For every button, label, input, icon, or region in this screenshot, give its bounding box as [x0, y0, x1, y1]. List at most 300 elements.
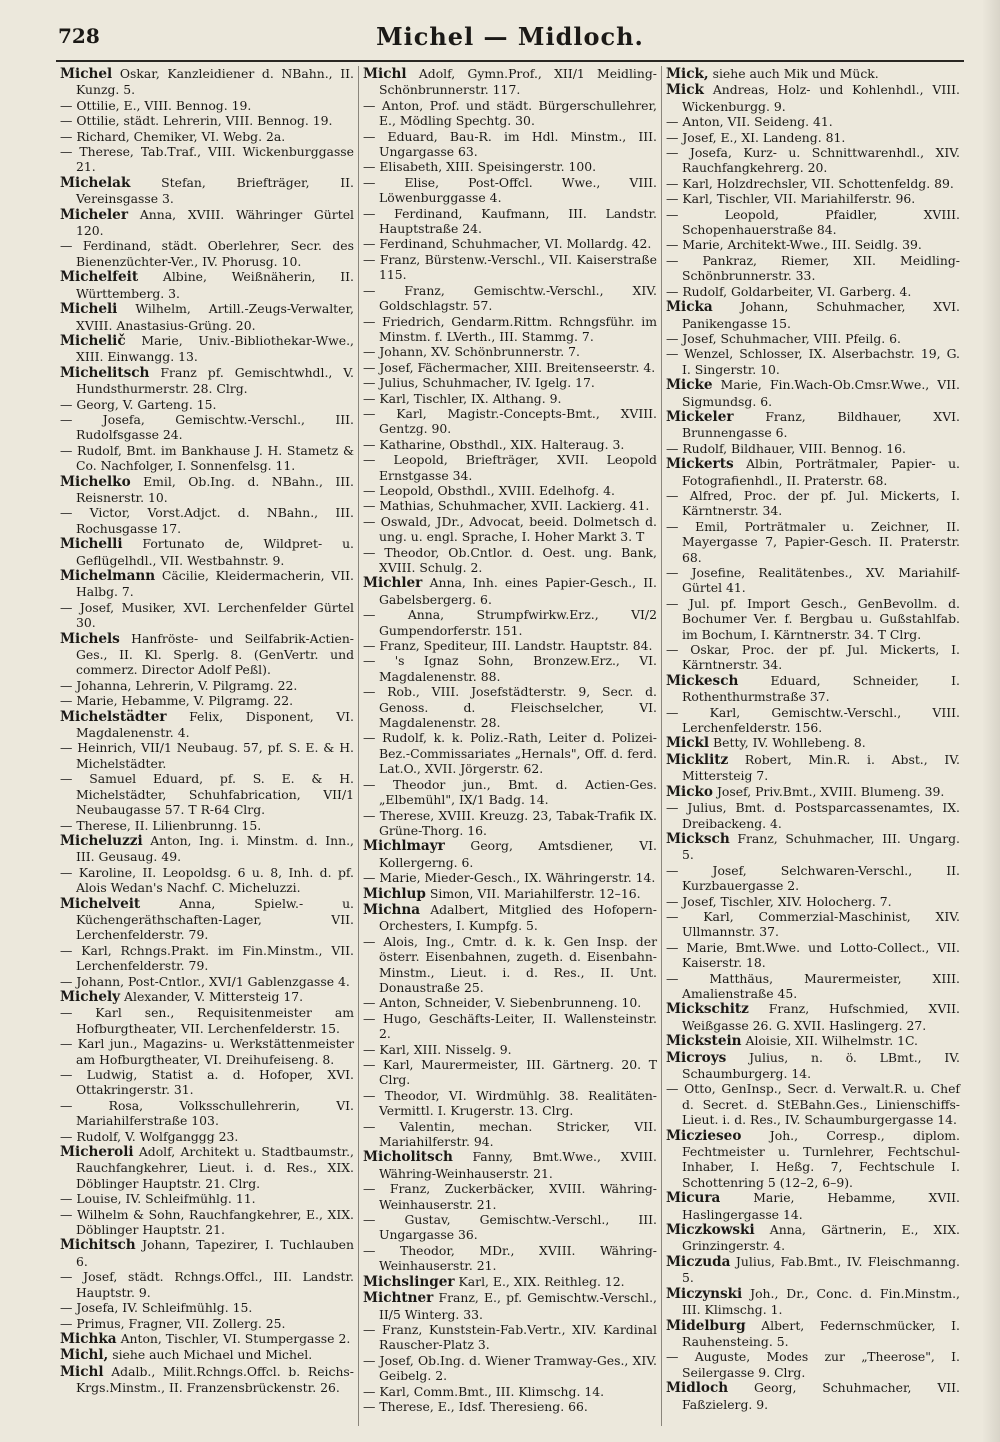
entry-surname: Michitsch: [60, 1237, 136, 1254]
entry-text: — Theodor jun., Bmt. d. Actien-Ges. „Elbemühl", IX/1 Badg. 14.: [363, 776, 657, 808]
directory-entry: [60, 1098, 354, 1129]
entry-text: — Leopold, Pfaidler, XVIII. Schopenhauerstraße 84.: [666, 206, 960, 238]
directory-entry: [666, 1001, 960, 1033]
entry-surname: Michka: [60, 1330, 117, 1347]
entry-text: Joh., Dr., Conc. d. Fin.Minstm., III. Klimschg. 1.: [682, 1285, 960, 1318]
entry-surname: Micheluzzi: [60, 832, 143, 849]
entry-text: — Ottilie, E., VIII. Bennog. 19.: [60, 97, 252, 113]
directory-entry: [363, 483, 657, 498]
directory-entry: [363, 777, 657, 808]
entry-text: Cäcilie, Kleidermacherin, VII. Halbg. 7.: [76, 568, 354, 600]
directory-entry: [60, 144, 354, 175]
entry-surname: Michl: [60, 1363, 104, 1380]
directory-entry: [363, 98, 657, 129]
entry-text: — Gustav, Gemischtw.-Verschl., III. Ungargasse 36.: [363, 1212, 657, 1243]
directory-entry: [363, 1011, 657, 1042]
directory-entry: [60, 1364, 354, 1396]
directory-entry: [363, 838, 657, 870]
directory-entry: [363, 730, 657, 776]
directory-entry: [666, 1380, 960, 1412]
directory-entry: [666, 1128, 960, 1191]
entry-text: — Hugo, Geschäfts-Leiter, II. Wallensteinstr. 2.: [363, 1010, 657, 1042]
entry-text: Georg, Amtsdiener, VI. Kollergerng. 6.: [379, 838, 657, 870]
entry-text: — Franz, Spediteur, III. Landstr. Hauptstr. 84.: [363, 638, 653, 654]
entry-text: Marie, Hebamme, XVII. Haslingergasse 14.: [682, 1190, 960, 1222]
entry-text: Julius, Fab.Bmt., IV. Fleischmanng. 5.: [682, 1253, 960, 1286]
directory-entry: [363, 1212, 657, 1243]
directory-entry: [666, 176, 960, 191]
directory-entry: [60, 818, 354, 833]
entry-text: — Heinrich, VII/1 Neubaug. 57, pf. S. E. & H. Michelstädter.: [60, 740, 354, 771]
directory-entry: [666, 784, 960, 800]
directory-entry: [60, 896, 354, 943]
entry-text: Aloisie, XII. Wilhelmstr. 1C.: [745, 1033, 918, 1049]
entry-surname: Michelveit: [60, 895, 141, 912]
entry-text: Anton, Ing. i. Minstm. d. Inn., III. Geusaug. 49.: [76, 832, 354, 865]
entry-text: — Josef, Tischler, XIV. Holocherg. 7.: [666, 893, 892, 909]
entry-text: — Johann, Post-Cntlor., XVI/1 Gablenzgasse 4.: [60, 973, 350, 989]
entry-surname: Michelstädter: [60, 708, 167, 725]
entry-surname: Michler: [363, 575, 423, 592]
directory-entry: [666, 284, 960, 299]
directory-entry: [666, 66, 960, 82]
entry-surname: Midelburg: [666, 1317, 746, 1334]
entry-text: — Ottilie, städt. Lehrerin, VIII. Bennog. 19.: [60, 113, 333, 129]
entry-text: Alexander, V. Mittersteig 17.: [124, 988, 304, 1004]
entry-text: Albine, Weißnäherin, II. Württemberg. 3.: [76, 269, 354, 301]
directory-entry: [666, 909, 960, 940]
entry-text: — Therese, E., Idsf. Theresieng. 66.: [363, 1398, 588, 1414]
entry-text: — Karl, Holzdrechsler, VII. Schottenfeldg. 89.: [666, 175, 954, 191]
directory-entry: [60, 631, 354, 678]
directory-entry: [666, 1222, 960, 1254]
directory-entry: [363, 1057, 657, 1088]
entry-text: — Julius, Schuhmacher, IV. Igelg. 17.: [363, 375, 595, 391]
entry-surname: Mickl: [666, 735, 710, 752]
entry-text: Adolf, Gymn.Prof., XII/1 Meidling-Schönbrunnerstr. 117.: [379, 66, 657, 98]
directory-entry: [60, 301, 354, 333]
entry-surname: Mick,: [666, 66, 709, 82]
directory-entry: [60, 269, 354, 301]
entry-text: — Ludwig, Statist a. d. Hofoper, XVI. Ottakringerstr. 31.: [60, 1067, 354, 1098]
entry-surname: Mick: [666, 82, 704, 99]
entry-text: — Elise, Post-Offcl. Wwe., VIII. Löwenburggasse 4.: [363, 174, 657, 206]
entry-text: — Leopold, Briefträger, XVII. Leopold Ernstgasse 34.: [363, 452, 657, 483]
entry-text: Adalbert, Mitglied des Hofopern-Orchesters, I. Kumpfg. 5.: [379, 901, 657, 934]
directory-entry: [60, 974, 354, 989]
entry-text: Anton, Tischler, VI. Stumpergasse 2.: [120, 1330, 351, 1346]
entry-text: — Alois, Ing., Cmtr. d. k. k. Gen Insp. der österr. Eisenbahnen, zugeth. d. Eisenbahn-Minstm., Lieut. i. d. Res., II. Unt. Donaustraße 25.: [363, 933, 657, 995]
entry-text: — Josef, städt. Rchngs.Offcl., III. Landstr. Hauptstr. 9.: [60, 1269, 354, 1300]
directory-entry: [60, 600, 354, 631]
entry-text: — Josef, Fächermacher, XIII. Breitenseerstr. 4.: [363, 359, 656, 375]
directory-entry: [60, 365, 354, 397]
directory-entry: [363, 1322, 657, 1353]
entry-surname: Michel: [60, 66, 113, 82]
entry-text: Karl, E., XIX. Reithleg. 12.: [458, 1273, 625, 1289]
entry-text: — Anna, Strumpfwirkw.Erz., VI/2 Gumpendorferstr. 151.: [363, 607, 657, 638]
entry-text: — Karl, Tischler, IX. Althang. 9.: [363, 390, 562, 406]
entry-text: — Josefa, Gemischtw.-Verschl., III. Rudolfsgasse 24.: [60, 411, 354, 443]
entry-text: Felix, Disponent, VI. Magdalenenstr. 4.: [76, 708, 354, 741]
directory-entry: [363, 252, 657, 283]
entry-text: — Josefa, Kurz- u. Schnittwarenhdl., XIV. Rauchfangkehrerg. 20.: [666, 145, 960, 176]
entry-text: Franz pf. Gemischtwhdl., V. Hundsthurmerstr. 28. Clrg.: [76, 364, 354, 397]
directory-entry: [60, 1207, 354, 1238]
directory-entry: [666, 752, 960, 784]
directory-entry: [666, 1286, 960, 1318]
directory-entry: [363, 575, 657, 607]
directory-entry: [666, 940, 960, 971]
entry-text: — Matthäus, Maurermeister, XIII. Amalienstraße 45.: [666, 970, 960, 1001]
entry-text: — Johann, XV. Schönbrunnerstr. 7.: [363, 344, 580, 360]
directory-entry: [363, 870, 657, 885]
entry-text: — Josef, Ob.Ing. d. Wiener Tramway-Ges., XIV. Geibelg. 2.: [363, 1352, 657, 1384]
entry-text: — Wilhelm & Sohn, Rauchfangkehrer, E., XIX. Döblinger Hauptstr. 21.: [60, 1206, 354, 1238]
directory-entry: [363, 638, 657, 653]
entry-surname: Michelfeit: [60, 269, 139, 286]
directory-entry: [363, 995, 657, 1010]
directory-entry: [363, 684, 657, 730]
entry-text: — Josefa, IV. Schleifmühlg. 15.: [60, 1300, 253, 1316]
entry-surname: Micko: [666, 783, 713, 800]
entry-text: — Louise, IV. Schleifmühlg. 11.: [60, 1191, 256, 1207]
directory-entry: [666, 456, 960, 488]
entry-text: — Marie, Architekt-Wwe., III. Seidlg. 39.: [666, 237, 922, 253]
directory-entry: [60, 98, 354, 113]
entry-surname: Miczuda: [666, 1253, 731, 1270]
entry-text: — Katharine, Obsthdl., XIX. Halteraug. 3.: [363, 436, 625, 452]
directory-entry: [666, 642, 960, 673]
entry-surname: Michlmayr: [363, 838, 445, 855]
directory-entry: [60, 1347, 354, 1363]
directory-entry: [60, 989, 354, 1005]
entry-text: Joh., Corresp., diplom. Fechtmeister u. Turnlehrer, Fechtschul-Inhaber, I. Heßg. 7, Fechtschule I. Schottenring 5 (12–2, 6–9).: [682, 1127, 960, 1190]
entry-text: Anna, XVIII. Währinger Gürtel 120.: [76, 206, 354, 239]
entry-text: — Georg, V. Garteng. 15.: [60, 396, 217, 412]
entry-text: Wilhelm, Artill.-Zeugs-Verwalter, XVIII. Anastasius-Grüng. 20.: [76, 301, 354, 333]
directory-entry: [60, 175, 354, 207]
entry-text: Marie, Fin.Wach-Ob.Cmsr.Wwe., VII. Sigmundsg. 6.: [682, 377, 960, 409]
directory-entry: [60, 1144, 354, 1191]
directory-entry: [666, 596, 960, 642]
entry-text: — Karl, Gemischtw.-Verschl., VIII. Lerchenfelderstr. 156.: [666, 704, 960, 736]
directory-entry: [666, 519, 960, 565]
entry-surname: Michtner: [363, 1290, 434, 1307]
entry-text: — Johanna, Lehrerin, V. Pilgramg. 22.: [60, 677, 298, 693]
entry-text: — Alfred, Proc. der pf. Jul. Mickerts, I. Kärntnerstr. 34.: [666, 487, 960, 519]
directory-entry: [363, 375, 657, 390]
entry-text: — Marie, Mieder-Gesch., IX. Währingerstr. 14.: [363, 870, 656, 886]
entry-surname: Michelko: [60, 473, 131, 490]
entry-surname: Michl: [363, 66, 407, 82]
directory-entry: [363, 1243, 657, 1274]
entry-text: — Anton, VII. Seideng. 41.: [666, 114, 833, 130]
directory-entry: [60, 412, 354, 443]
directory-entry: [60, 1067, 354, 1098]
entry-text: — Julius, Bmt. d. Postsparcassenamtes, IX. Dreibackeng. 4.: [666, 800, 960, 831]
directory-entry: [60, 443, 354, 474]
entry-text: — Karl, Maurermeister, III. Gärtnerg. 20. T Clrg.: [363, 1057, 657, 1088]
directory-entry: [363, 514, 657, 545]
entry-surname: Michelitsch: [60, 364, 150, 381]
entry-surname: Midloch: [666, 1380, 729, 1397]
entry-text: — Josef, Schuhmacher, VIII. Pfeilg. 6.: [666, 330, 901, 346]
directory-entry: [666, 488, 960, 519]
entry-text: — Franz, Kunststein-Fab.Vertr., XIV. Kardinal Rauscher-Platz 3.: [363, 1321, 657, 1353]
entry-text: Robert, Min.R. i. Abst., IV. Mittersteig 7.: [682, 751, 960, 784]
entry-text: Anna, Inh. eines Papier-Gesch., II. Gabelsbergerg. 6.: [379, 575, 657, 607]
directory-entry: [666, 1349, 960, 1380]
entry-surname: Micka: [666, 299, 713, 316]
entry-surname: Michl,: [60, 1347, 109, 1364]
entry-text: — Rudolf, Bmt. im Bankhause J. H. Stametz & Co. Nachfolger, I. Sonnenfelsg. 11.: [60, 442, 354, 474]
entry-text: — Karl, Tischler, VII. Mariahilferstr. 96.: [666, 191, 916, 207]
entry-text: — Rudolf, V. Wolfganggg 23.: [60, 1128, 239, 1144]
entry-surname: Michely: [60, 988, 121, 1005]
entry-text: Josef, Priv.Bmt., XVIII. Blumeng. 39.: [716, 783, 945, 799]
directory-entry: [363, 206, 657, 237]
directory-entry: [363, 66, 657, 98]
entry-surname: Microys: [666, 1049, 727, 1066]
directory-entry: [363, 934, 657, 996]
directory-entry: [60, 678, 354, 693]
entry-text: — Marie, Bmt.Wwe. und Lotto-Collect., VII. Kaiserstr. 18.: [666, 939, 960, 971]
directory-entry: [666, 800, 960, 831]
entry-text: — Victor, Vorst.Adjct. d. NBahn., III. Rochusgasse 17.: [60, 505, 354, 536]
directory-entry: [363, 406, 657, 437]
entry-surname: Michna: [363, 901, 421, 918]
entry-text: Marie, Univ.-Bibliothekar-Wwe., XIII. Einwangg. 13.: [76, 332, 354, 365]
entry-surname: Micholitsch: [363, 1149, 453, 1166]
entry-text: Franz, E., pf. Gemischtw.-Verschl., II/5 Winterg. 33.: [379, 1290, 657, 1322]
directory-entry: [363, 159, 657, 174]
entry-surname: Micura: [666, 1190, 721, 1207]
entry-text: — Karl, Commerzial-Maschinist, XIV. Ullmannstr. 37.: [666, 908, 960, 940]
directory-entry: [363, 1119, 657, 1150]
directory-entry: [666, 673, 960, 705]
column-1: [56, 66, 358, 1426]
entry-text: — Leopold, Obsthdl., XVIII. Edelhofg. 4.: [363, 482, 615, 498]
entry-text: Georg, Schuhmacher, VII. Faßzielerg. 9.: [682, 1380, 960, 1412]
directory-entry: [60, 709, 354, 741]
entry-text: — Karl sen., Requisitenmeister am Hofburgtheater, VII. Lerchenfelderstr. 15.: [60, 1005, 354, 1036]
entry-text: Simon, VII. Mariahilferstr. 12–16.: [429, 885, 641, 901]
entry-text: Adalb., Milit.Rchngs.Offcl. b. Reichs-Krgs.Minstm., II. Franzensbrückenstr. 26.: [76, 1363, 354, 1396]
directory-entry: [363, 1181, 657, 1212]
entry-text: — Theodor, MDr., XVIII. Währing-Weinhauserstr. 21.: [363, 1242, 657, 1274]
directory-entry: [666, 237, 960, 252]
directory-entry: [363, 283, 657, 314]
directory-entry: [666, 299, 960, 331]
entry-text: — Karl jun., Magazins- u. Werkstättenmeister am Hofburgtheater, VI. Dreihufeiseng. 8.: [60, 1036, 354, 1067]
entry-text: Andreas, Holz- und Kohlenhdl., VIII. Wickenburgg. 9.: [682, 82, 960, 114]
directory-entry: [666, 207, 960, 238]
entry-text: Betty, IV. Wohllebeng. 8.: [713, 735, 866, 751]
directory-entry: [60, 1036, 354, 1067]
entry-text: — Therese, II. Lilienbrunng. 15.: [60, 817, 262, 833]
directory-entry: [363, 808, 657, 839]
entry-text: — Ferdinand, Kaufmann, III. Landstr. Hauptstraße 24.: [363, 205, 657, 237]
entry-text: Fanny, Bmt.Wwe., XVIII. Währing-Weinhauserstr. 21.: [379, 1149, 657, 1181]
entry-surname: Miczieseo: [666, 1127, 742, 1144]
entry-text: — Franz, Bürstenw.-Verschl., VII. Kaiserstraße 115.: [363, 251, 657, 283]
entry-surname: Micklitz: [666, 751, 729, 768]
entry-text: — Karoline, II. Leopoldsg. 6 u. 8, Inh. d. pf. Alois Wedan's Nachf. C. Micheluzzi.: [60, 864, 354, 896]
directory-entry: [60, 1316, 354, 1331]
directory-entry: [363, 886, 657, 902]
entry-text: — Franz, Gemischtw.-Verschl., XIV. Goldschlagstr. 57.: [363, 282, 657, 314]
entry-text: — Josef, Selchwaren-Verschl., II. Kurzbauergasse 2.: [666, 862, 960, 894]
entry-text: — Rosa, Volksschullehrerin, VI. Mariahilferstraße 103.: [60, 1097, 354, 1129]
entry-text: — Friedrich, Gendarm.Rittm. Rchngsführ. im Minstm. f. LVerth., III. Stammg. 7.: [363, 313, 657, 344]
directory-entry: [363, 236, 657, 251]
entry-text: — Karl, Comm.Bmt., III. Klimschg. 14.: [363, 1383, 605, 1399]
entry-text: — Elisabeth, XIII. Speisingerstr. 100.: [363, 159, 597, 175]
directory-entry: [666, 114, 960, 129]
directory-entry: [60, 771, 354, 817]
directory-entry: [60, 333, 354, 365]
entry-text: — Pankraz, Riemer, XII. Meidling-Schönbrunnerstr. 33.: [666, 252, 960, 284]
entry-text: — Therese, XVIII. Kreuzg. 23, Tabak-Trafik IX. Grüne-Thorg. 16.: [363, 807, 657, 838]
entry-text: siehe auch Mik und Mück.: [712, 66, 879, 81]
directory-entry: [60, 568, 354, 600]
entry-text: — Samuel Eduard, pf. S. E. & H. Michelstädter, Schuhfabrication, VII/1 Neubaugasse 57. T R-64 Clrg.: [60, 771, 354, 818]
directory-entry: [60, 865, 354, 896]
column-3: [661, 66, 964, 1426]
entry-text: — Eduard, Bau-R. im Hdl. Minstm., III. Ungargasse 63.: [363, 128, 657, 160]
entry-text: — Auguste, Modes zur „Theerose", I. Seilergasse 9. Clrg.: [666, 1349, 960, 1380]
directory-entry: [363, 437, 657, 452]
directory-entry: [363, 1274, 657, 1290]
entry-surname: Micheler: [60, 206, 128, 223]
entry-text: Stefan, Briefträger, II. Vereinsgasse 3.: [76, 174, 354, 207]
entry-text: — Oswald, JDr., Advocat, beeid. Dolmetsch d. ung. u. engl. Sprache, I. Hoher Markt 3. T: [363, 513, 657, 545]
directory-entry: [60, 1331, 354, 1347]
directory-entry: [666, 1081, 960, 1127]
directory-entry: [666, 82, 960, 114]
directory-entry: [363, 1353, 657, 1384]
entry-text: — Franz, Zuckerbäcker, XVIII. Währing-Weinhauserstr. 21.: [363, 1181, 657, 1212]
directory-entry: [666, 1318, 960, 1350]
entry-text: — Primus, Fragner, VII. Zollerg. 25.: [60, 1315, 286, 1331]
entry-text: Franz, Hufschmied, XVII. Weißgasse 26. G. XVII. Haslingerg. 27.: [682, 1001, 960, 1033]
entry-text: — Theodor, Ob.Cntlor. d. Oest. ung. Bank, XVIII. Schulg. 2.: [363, 544, 657, 575]
entry-text: — Mathias, Schuhmacher, XVII. Lackierg. 41.: [363, 498, 650, 514]
entry-text: — Emil, Porträtmaler u. Zeichner, II. Mayergasse 7, Papier-Gesch. II. Praterstr. 68.: [666, 518, 960, 565]
directory-entry: [363, 1290, 657, 1322]
directory-entry: [666, 863, 960, 894]
entry-text: — Karl, Rchngs.Prakt. im Fin.Minstm., VII. Lerchenfelderstr. 79.: [60, 942, 354, 974]
directory-entry: [666, 130, 960, 145]
entry-text: — Jul. pf. Import Gesch., GenBevollm. d. Bochumer Ver. f. Bergbau u. Gußstahlfab. im Bochum, I. Kärntnerstr. 34. T Clrg.: [666, 595, 960, 642]
columns: [56, 66, 964, 1426]
entry-text: Albin, Porträtmaler, Papier- u. Fotografienhdl., II. Praterstr. 68.: [682, 456, 960, 488]
entry-text: — Anton, Schneider, V. Siebenbrunneng. 10.: [363, 995, 642, 1011]
directory-entry: [363, 1384, 657, 1399]
entry-text: Eduard, Schneider, I. Rothenthurmstraße 37.: [682, 672, 960, 705]
directory-entry: [363, 129, 657, 160]
entry-text: — Rudolf, Bildhauer, VIII. Bennog. 16.: [666, 440, 906, 456]
entry-surname: Mickeler: [666, 408, 734, 425]
directory-entry: [363, 498, 657, 513]
entry-surname: Mickstein: [666, 1033, 742, 1050]
entry-text: — Rudolf, Goldarbeiter, VI. Garberg. 4.: [666, 283, 912, 299]
directory-entry: [363, 653, 657, 684]
directory-entry: [666, 735, 960, 751]
directory-entry: [60, 474, 354, 506]
directory-entry: [60, 1300, 354, 1315]
directory-entry: [60, 740, 354, 771]
directory-entry: [666, 409, 960, 441]
entry-text: — Otto, GenInsp., Secr. d. Verwalt.R. u. Chef d. Secret. d. StEBahn.Ges., Linienschiffs-Lieut. i. d. Res., IV. Schaumburgergasse 14.: [666, 1081, 960, 1128]
entry-text: Johann, Schuhmacher, XVI. Panikengasse 15.: [682, 299, 960, 331]
directory-entry: [666, 1254, 960, 1286]
entry-text: Franz, Bildhauer, XVI. Brunnengasse 6.: [682, 408, 960, 441]
directory-entry: [666, 1033, 960, 1049]
entry-surname: Micke: [666, 377, 713, 394]
directory-entry: [60, 693, 354, 708]
directory-entry: [60, 1237, 354, 1269]
directory-entry: [363, 1399, 657, 1414]
directory-entry: [666, 831, 960, 863]
entry-text: — Therese, Tab.Traf., VIII. Wickenburggasse 21.: [60, 144, 354, 175]
directory-entry: [666, 565, 960, 596]
directory-entry: [60, 833, 354, 865]
directory-entry: [363, 360, 657, 375]
directory-entry: [666, 441, 960, 456]
entry-surname: Micksch: [666, 830, 730, 847]
entry-text: Anna, Gärtnerin, E., XIX. Grinzingerstr. 4.: [682, 1222, 960, 1254]
entry-text: Anna, Spielw.- u. Küchengeräthschaften-Lager, VII. Lerchenfelderstr. 79.: [76, 895, 354, 943]
entry-text: — Valentin, mechan. Stricker, VII. Mariahilferstr. 94.: [363, 1118, 657, 1150]
directory-entry: [666, 1050, 960, 1082]
directory-entry: [666, 331, 960, 346]
entry-text: Franz, Schuhmacher, III. Ungarg. 5.: [682, 830, 960, 863]
page-number: 728: [58, 24, 100, 48]
directory-entry: [666, 377, 960, 409]
entry-text: — Josef, E., XI. Landeng. 81.: [666, 129, 846, 145]
directory-entry: [363, 545, 657, 576]
entry-text: — Karl, Magistr.-Concepts-Bmt., XVIII. Gentzg. 90.: [363, 405, 657, 437]
entry-text: — Anton, Prof. und städt. Bürgerschullehrer, E., Mödling Spechtg. 30.: [363, 97, 657, 129]
entry-surname: Miczkowski: [666, 1222, 755, 1239]
entry-text: Hanfröste- und Seilfabrik-Actien-Ges., II. Kl. Sperlg. 8. (GenVertr. und commerz. Director Adolf Peßl).: [76, 630, 354, 678]
running-head: Michel — Midloch.: [376, 22, 644, 51]
entry-text: — Oskar, Proc. der pf. Jul. Mickerts, I. Kärntnerstr. 34.: [666, 642, 960, 673]
directory-entry: [666, 705, 960, 736]
entry-text: Adolf, Architekt u. Stadtbaumstr., Rauchfangkehrer, Lieut. i. d. Res., XIX. Döblinger Hauptstr. 21. Clrg.: [76, 1144, 354, 1191]
entry-text: — Ferdinand, Schuhmacher, VI. Mollardg. 42.: [363, 236, 652, 252]
entry-surname: Michelmann: [60, 568, 156, 584]
directory-entry: [60, 113, 354, 128]
entry-text: — Wenzel, Schlosser, IX. Alserbachstr. 19, G. I. Singerstr. 10.: [666, 346, 960, 377]
entry-text: — Karl, XIII. Nisselg. 9.: [363, 1041, 512, 1057]
entry-text: Fortunato de, Wildpret- u. Geflügelhdl., VII. Westbahnstr. 9.: [76, 536, 354, 568]
directory-entry: [363, 1042, 657, 1057]
directory-entry: [666, 1190, 960, 1222]
directory-entry: [666, 253, 960, 284]
entry-text: Albert, Federnschmücker, I. Rauhensteing. 5.: [682, 1317, 960, 1349]
directory-entry: [666, 971, 960, 1002]
directory-entry: [363, 391, 657, 406]
entry-text: Johann, Tapezirer, I. Tuchlauben 6.: [76, 1237, 354, 1269]
entry-surname: Michlup: [363, 885, 426, 902]
scan-shadow: [982, 0, 1000, 1442]
entry-text: — Ferdinand, städt. Oberlehrer, Secr. des Bienenzüchter-Ver., IV. Phorusg. 10.: [60, 238, 354, 269]
directory-entry: [363, 314, 657, 345]
entry-surname: Michels: [60, 630, 120, 647]
